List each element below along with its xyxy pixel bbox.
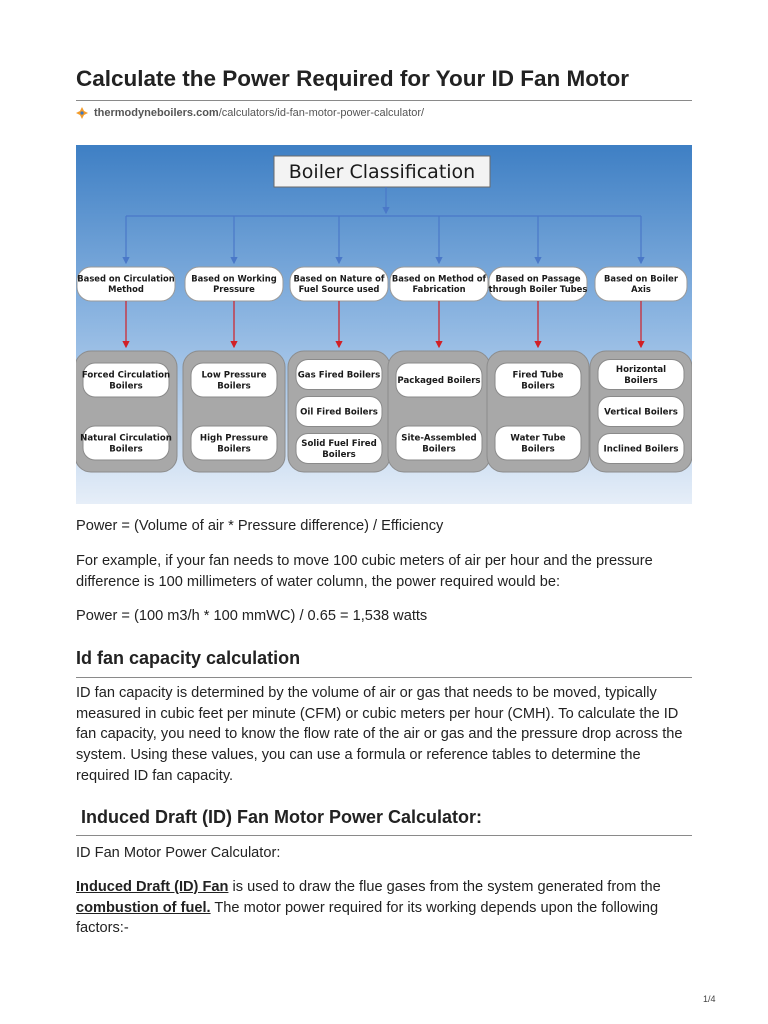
type-label: Site-Assembled Boilers	[401, 433, 477, 455]
type-label: Forced Circulation Boilers	[81, 370, 171, 392]
category-label: Based on Method of Fabrication	[391, 273, 487, 295]
diagram-title: Boiler Classification	[288, 161, 476, 183]
type-label: Low Pressure Boilers	[201, 370, 267, 392]
source-domain[interactable]: thermodyneboilers.com	[94, 107, 219, 119]
type-label: Oil Fired Boilers	[300, 407, 378, 418]
capacity-paragraph: ID fan capacity is determined by the volume of air or gas that needs to be moved, typically measured in cubic feet per minute (CFM) or cubic meters per hour (CMH). To calculate the ID fan capacity, you need to know the flow rate of the air or gas and the pressure drop across the system. Using these values, you can use a formula or reference tables to determine the required ID fan capacity.	[76, 685, 683, 784]
section-divider	[76, 835, 692, 836]
section-heading-id-fan-capacity: Id fan capacity calculation	[76, 648, 301, 668]
boiler-classification-diagram	[76, 145, 692, 504]
example-paragraph: For example, if your fan needs to move 100 cubic meters of air per hour and the pressure difference is 100 millimeters of water column, the power required would be:	[76, 553, 653, 590]
type-label: Natural Circulation Boilers	[80, 433, 172, 455]
type-label: Vertical Boilers	[604, 407, 678, 418]
category-label: Based on Passage through Boiler Tubes	[488, 273, 588, 295]
combustion-of-fuel-link[interactable]: combustion of fuel.	[76, 899, 211, 916]
factors-paragraph	[76, 877, 696, 939]
type-label: Gas Fired Boilers	[297, 370, 381, 381]
type-label: Water Tube Boilers	[510, 433, 566, 455]
site-favicon-icon	[76, 107, 88, 119]
paragraph-text: The motor power required for its working depends upon the following factors:-	[76, 899, 659, 937]
paragraph-text: is used to draw the flue gases from the system generated from the	[228, 879, 661, 895]
category-label: Based on Circulation Method	[77, 273, 175, 295]
example-result: Power = (100 m3/h * 100 mmWC) / 0.65 = 1,538 watts	[76, 608, 428, 624]
induced-draft-fan-link[interactable]: Induced Draft (ID) Fan	[76, 879, 229, 895]
type-label: Solid Fuel Fired Boilers	[301, 439, 377, 460]
section-divider	[76, 677, 692, 678]
section-heading-motor-power-calculator: Induced Draft (ID) Fan Motor Power Calculator:	[81, 807, 483, 827]
category-label: Based on Working Pressure	[191, 273, 277, 295]
category-label: Based on Boiler Axis	[604, 273, 678, 295]
category-label: Based on Nature of Fuel Source used	[293, 273, 385, 295]
boiler-classification-figure	[76, 145, 692, 504]
page-number: 1/4	[703, 994, 716, 1004]
type-label: Packaged Boilers	[397, 376, 481, 387]
type-label: Fired Tube Boilers	[512, 370, 564, 392]
type-label: Horizontal Boilers	[615, 365, 667, 386]
title-divider	[76, 100, 692, 101]
type-label: High Pressure Boilers	[199, 433, 269, 455]
calculator-intro: ID Fan Motor Power Calculator:	[76, 845, 281, 861]
source-path[interactable]: /calculators/id-fan-motor-power-calculator/	[218, 107, 425, 119]
page-title: Calculate the Power Required for Your ID Fan Motor	[76, 66, 629, 91]
source-url[interactable]	[76, 107, 424, 119]
power-formula: Power = (Volume of air * Pressure difference) / Efficiency	[76, 518, 444, 534]
type-label: Inclined Boilers	[603, 444, 679, 455]
